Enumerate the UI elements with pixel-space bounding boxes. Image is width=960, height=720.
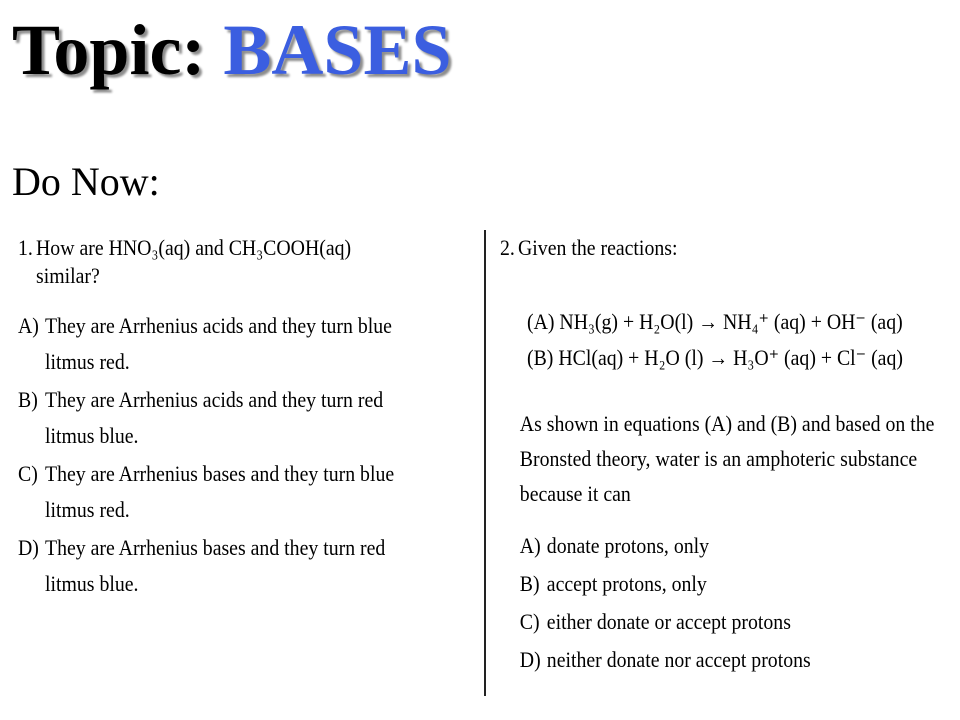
question-1 bbox=[18, 234, 414, 604]
question-2-number: 2. bbox=[500, 235, 515, 260]
question-2-stem bbox=[500, 234, 914, 262]
question-1-option-b[interactable] bbox=[18, 382, 414, 454]
question-1-option-a[interactable] bbox=[18, 308, 414, 380]
question-1-option-d[interactable] bbox=[18, 530, 414, 602]
option-letter: A) bbox=[18, 313, 39, 338]
question-1-text: How are HNO₃(aq) and CH₃COOH(aq) similar? bbox=[36, 235, 352, 288]
option-letter: B) bbox=[519, 571, 540, 596]
option-text: neither donate nor accept protons bbox=[546, 647, 811, 672]
question-2-option-c[interactable] bbox=[520, 603, 914, 641]
title-prefix: Topic: bbox=[12, 10, 224, 90]
reaction-equations bbox=[527, 304, 914, 376]
question-1-stem bbox=[18, 234, 414, 290]
question-2-paragraph: As shown in equations (A) and (B) and based on the Bronsted theory, water is an amphoteric substance because it can bbox=[519, 411, 935, 506]
question-2-text: Given the reactions: bbox=[518, 235, 678, 260]
option-text: They are Arrhenius bases and they turn blue litmus red. bbox=[45, 461, 395, 522]
option-letter: D) bbox=[18, 535, 39, 560]
question-1-options bbox=[18, 308, 414, 602]
option-text: They are Arrhenius bases and they turn red litmus blue. bbox=[45, 535, 386, 596]
option-letter: C) bbox=[18, 461, 38, 486]
do-now-heading: Do Now: bbox=[12, 159, 160, 204]
title-accent: BASES bbox=[223, 10, 452, 90]
column-divider bbox=[484, 230, 486, 696]
option-text: either donate or accept protons bbox=[546, 609, 791, 634]
question-1-number: 1. bbox=[18, 235, 33, 260]
question-2-options bbox=[520, 527, 914, 679]
option-letter: D) bbox=[519, 647, 541, 672]
reaction-b: (B) HCl(aq) + H₂O (l) → H₃O⁺ (aq) + Cl⁻ (aq) bbox=[527, 345, 903, 370]
option-letter: C) bbox=[519, 609, 540, 634]
question-2 bbox=[500, 234, 935, 679]
option-text: They are Arrhenius acids and they turn blue litmus red. bbox=[45, 313, 392, 374]
question-2-option-a[interactable] bbox=[520, 527, 914, 565]
option-text: They are Arrhenius acids and they turn red litmus blue. bbox=[45, 387, 384, 448]
option-text: donate protons, only bbox=[546, 533, 710, 558]
question-2-option-d[interactable] bbox=[520, 641, 914, 679]
reaction-a: (A) NH₃(g) + H₂O(l) → NH₄⁺ (aq) + OH⁻ (aq) bbox=[527, 309, 903, 334]
question-2-option-b[interactable] bbox=[520, 565, 914, 603]
option-letter: B) bbox=[18, 387, 38, 412]
question-1-option-c[interactable] bbox=[18, 456, 414, 528]
page-title bbox=[12, 10, 452, 90]
option-letter: A) bbox=[519, 533, 541, 558]
option-text: accept protons, only bbox=[546, 571, 707, 596]
